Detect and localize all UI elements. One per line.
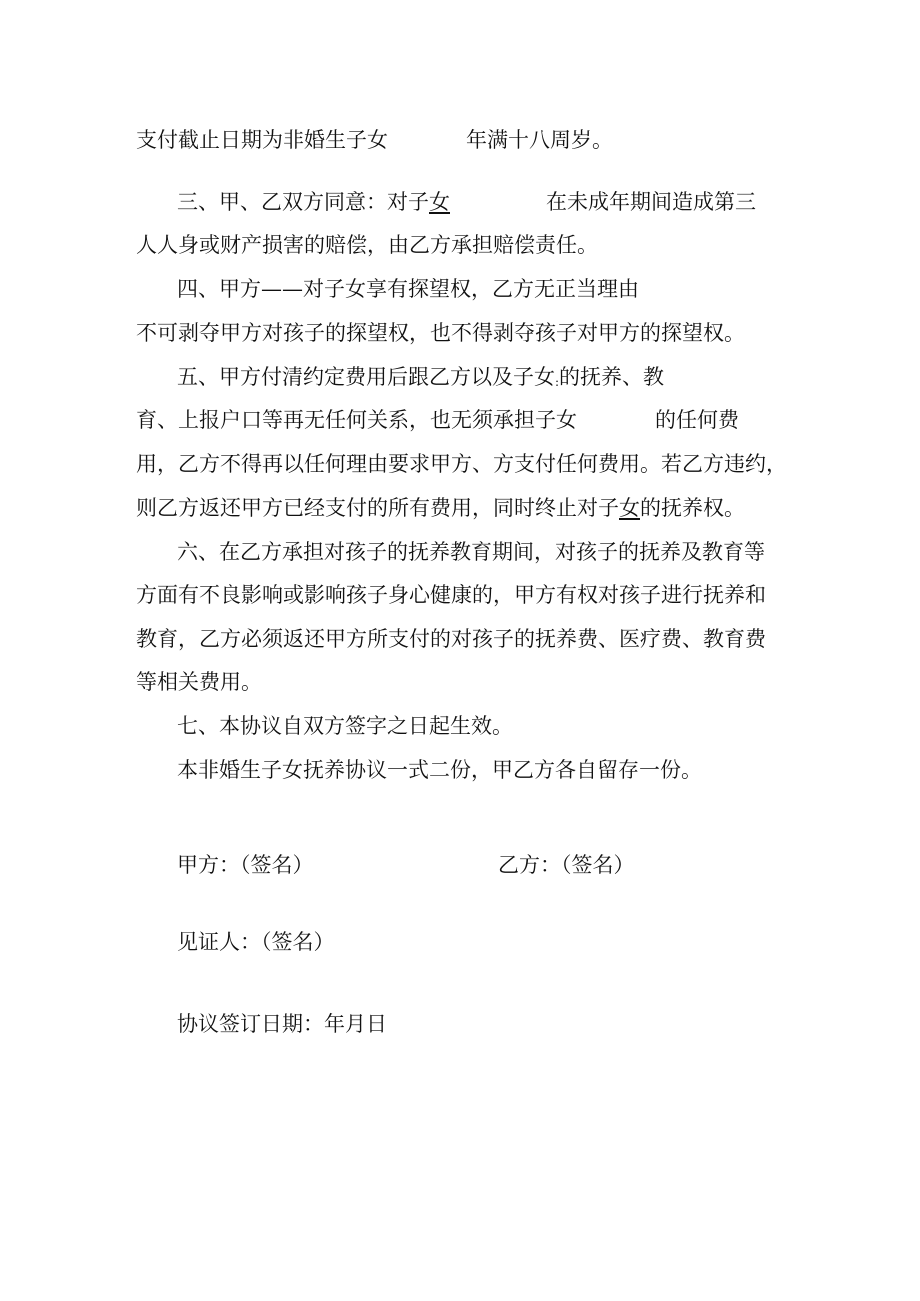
clause-7-text: 七、本协议自双方签字之日起生效。	[177, 714, 513, 738]
clause-5-text-b2: 的任何费	[655, 408, 739, 432]
clause-6-text-c: 教育，乙方必须返还甲方所支付的对孩子的抚养费、医疗费、教育费	[136, 627, 766, 651]
clause-7	[177, 712, 513, 740]
signing-date-label: 协议签订日期：年月日	[177, 1012, 387, 1036]
clause-6-text-a: 六、在乙方承担对孩子的抚养教育期间，对孩子的抚养及教育等	[177, 540, 765, 564]
party-a-label: 甲方：（签名）	[177, 853, 314, 877]
clause-5-text-d1: 则乙方返还甲方已经支付的所有费用，同时终止对子	[136, 496, 619, 520]
clause-5-underlined: 女	[619, 496, 640, 520]
witness-signature	[177, 928, 335, 956]
clause-5-text-a: 五、甲方付清约定费用后跟乙方以及子女	[177, 365, 555, 389]
clause-6-text-d: 等相关费用。	[136, 670, 262, 694]
clause-6-text-b: 方面有不良影响或影响孩子身心健康的，甲方有权对孩子进行抚养和	[136, 583, 766, 607]
witness-label: 见证人：（签名）	[177, 930, 335, 954]
clause-5-line-2	[136, 406, 739, 434]
clause-6-line-2	[136, 581, 766, 609]
copies-note-text: 本非婚生子女抚养协议一式二份，甲乙方各自留存一份。	[177, 758, 702, 782]
party-b-label: 乙方：（签名）	[498, 853, 635, 877]
party-b-signature	[498, 851, 635, 879]
clause-5-line-4	[136, 494, 745, 522]
clause-3-underlined: 女	[429, 190, 450, 214]
clause-3-line-1	[177, 188, 756, 216]
clause-3-text-b: 在未成年期间造成第三	[546, 190, 756, 214]
clause-5-line-3	[136, 450, 787, 478]
clause-4-text-a: 四、甲方——对子女享有探望权，乙方无正当理由	[177, 277, 639, 301]
copies-note	[177, 756, 702, 784]
clause-3-text-c: 人人身或财产损害的赔偿，由乙方承担赔偿责任。	[136, 233, 598, 257]
clause-6-line-3	[136, 625, 766, 653]
clause-4-line-2	[136, 319, 745, 347]
clause-3-line-2	[136, 231, 598, 259]
clause-6-line-1	[177, 538, 765, 566]
clause-5-mark: :	[555, 375, 560, 389]
clause-5-text-b1: 育、上报户口等再无任何关系，也无须承担子女	[136, 408, 577, 432]
clause-5-text-a2: 的抚养、教	[559, 365, 665, 389]
clause-5-line-1	[177, 363, 664, 396]
clause-5-text-c: 用，乙方不得再以任何理由要求甲方、方支付任何费用。若乙方违约，	[136, 452, 787, 476]
clause-5-text-d2: 的抚养权。	[640, 496, 745, 520]
clause-4-text-b: 不可剥夺甲方对孩子的探望权，也不得剥夺孩子对甲方的探望权。	[136, 321, 745, 345]
clause-4-line-1	[177, 275, 639, 303]
clause-2-continuation	[136, 126, 613, 154]
clause-2-text-b: 年满十八周岁。	[466, 128, 613, 152]
clause-3-text-a: 三、甲、乙双方同意：对子	[177, 190, 429, 214]
clause-6-line-4	[136, 668, 262, 696]
clause-2-text-a: 支付截止日期为非婚生子女	[136, 128, 388, 152]
signing-date	[177, 1010, 387, 1038]
party-a-signature	[177, 851, 314, 879]
